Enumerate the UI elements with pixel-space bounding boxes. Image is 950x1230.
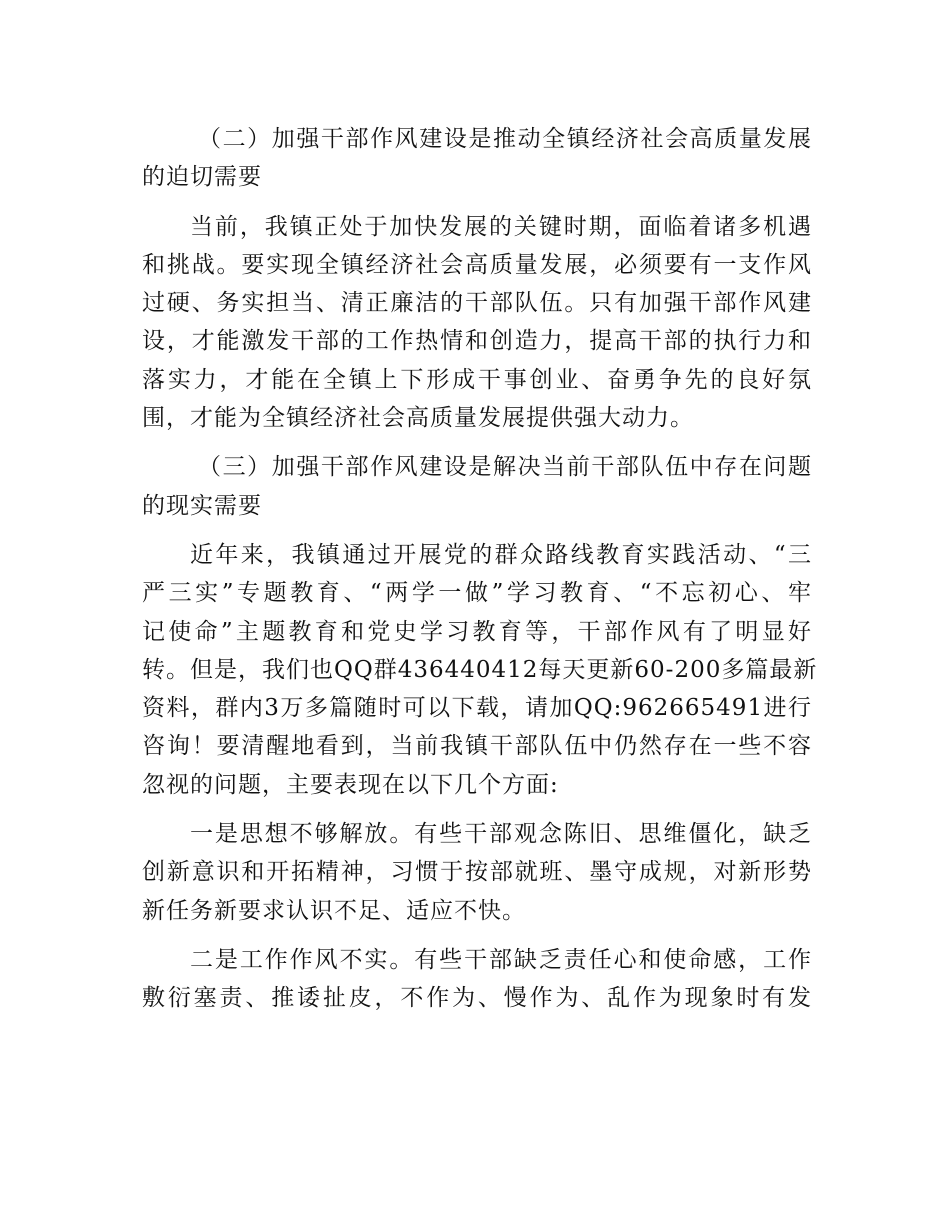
text-line: 当前，我镇正处于加快发展的关键时期，面临着诸多机遇 [190, 213, 812, 240]
text-line: 和挑战。要实现全镇经济社会高质量发展，必须要有一支作风 [142, 251, 812, 278]
paragraph [142, 208, 812, 438]
text-line: 设，才能激发干部的工作热情和创造力，提高干部的执行力和 [142, 328, 812, 355]
text-line: （二）加强干部作风建设是推动全镇经济社会高质量发展 [198, 126, 812, 152]
text-line: （三）加强干部作风建设是解决当前干部队伍中存在问题 [198, 454, 812, 481]
text-line: 创新意识和开拓精神，习惯于按部就班、墨守成规，对新形势 [142, 859, 812, 886]
text-line: 落实力，才能在全镇上下形成干事创业、奋勇争先的良好氛 [142, 366, 812, 393]
text-line: 一是思想不够解放。有些干部观念陈旧、思维僵化，缺乏 [190, 821, 812, 848]
text-line: 记使命”主题教育和党史学习教育等，干部作风有了明显好 [142, 618, 812, 645]
text-line: 忽视的问题，主要表现在以下几个方面: [142, 771, 559, 798]
text-line: 资料，群内3万多篇随时可以下载，请加QQ:962665491进行 [142, 695, 812, 722]
text-line: 敷衍塞责、推诿扯皮，不作为、慢作为、乱作为现象时有发 [142, 985, 812, 1012]
paragraph [142, 536, 818, 804]
text-line: 围，才能为全镇经济社会高质量发展提供强大动力。 [142, 405, 694, 432]
text-line: 新任务新要求认识不足、适应不快。 [142, 897, 526, 924]
text-line: 的迫切需要 [142, 164, 262, 191]
text-line: 过硬、务实担当、清正廉洁的干部队伍。只有加强干部作风建 [142, 290, 812, 317]
text-line: 的现实需要 [142, 492, 262, 519]
text-line: 咨询！要清醒地看到，当前我镇干部队伍中仍然存在一些不容 [142, 733, 812, 760]
text-line: 严三实”专题教育、“两学一做”学习教育、“不忘初心、牢 [142, 580, 812, 607]
paragraph [142, 941, 812, 1018]
text-line: 转。但是，我们也QQ群436440412每天更新60-200多篇最新 [142, 656, 818, 683]
paragraph [142, 815, 812, 930]
section-heading-3 [142, 448, 812, 525]
document-body [142, 120, 818, 1018]
text-line: 二是工作作风不实。有些干部缺乏责任心和使命感，工作 [190, 946, 812, 973]
text-line: 近年来，我镇通过开展党的群众路线教育实践活动、“三 [190, 541, 812, 568]
section-heading-2 [142, 120, 812, 197]
